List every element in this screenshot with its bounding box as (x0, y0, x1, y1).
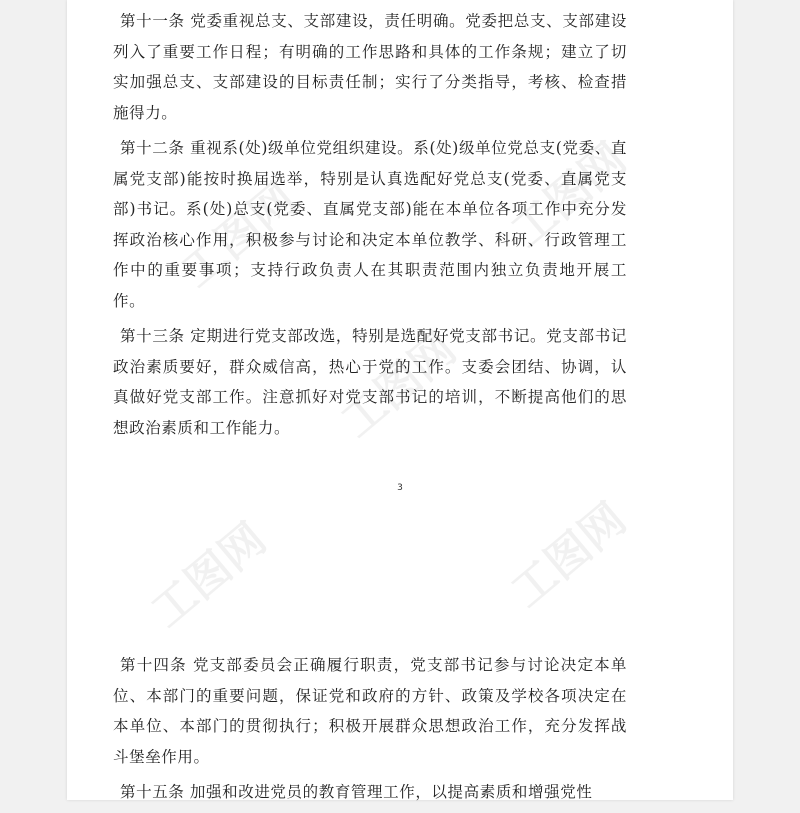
page-number: 3 (397, 483, 403, 493)
paragraph-article-11: 第十一条 党委重视总支、支部建设，责任明确。党委把总支、支部建设列入了重要工作日程；有明确的工作思路和具体的工作条规；建立了切实加强总支、支部建设的目标责任制；实行了分类指导，考核、检查措施得力。 (113, 12, 627, 122)
paragraph-article-13: 第十三条 定期进行党支部改选，特别是选配好党支部书记。党支部书记政治素质要好，群众威信高，热心于党的工作。支委会团结、协调，认真做好党支部工作。注意抓好对党支部书记的培训，不断提高他们的思想政治素质和工作能力。 (113, 327, 627, 437)
document-body-top (113, 6, 627, 448)
paragraph-article-12: 第十二条 重视系(处)级单位党组织建设。系(处)级单位党总支(党委、直属党支部)能按时换届选举，特别是认真选配好党总支(党委、直属党支部)书记。系(处)总支(党委、直属党支部)能在本单位各项工作中充分发挥政治核心作用，积极参与讨论和决定本单位教学、科研、行政管理工作中的重要事项；支持行政负责人在其职责范围内独立负责地开展工作。 (113, 139, 627, 310)
paragraph-article-14: 第十四条 党支部委员会正确履行职责，党支部书记参与讨论决定本单位、本部门的重要问题，保证党和政府的方针、政策及学校各项决定在本单位、本部门的贯彻执行；积极开展群众思想政治工作，充分发挥战斗堡垒作用。 (113, 656, 627, 766)
paragraph-article-15: 第十五条 加强和改进党员的教育管理工作，以提高素质和增强党性 (120, 783, 593, 801)
document-body-bottom (113, 650, 627, 813)
page-break (67, 500, 733, 640)
